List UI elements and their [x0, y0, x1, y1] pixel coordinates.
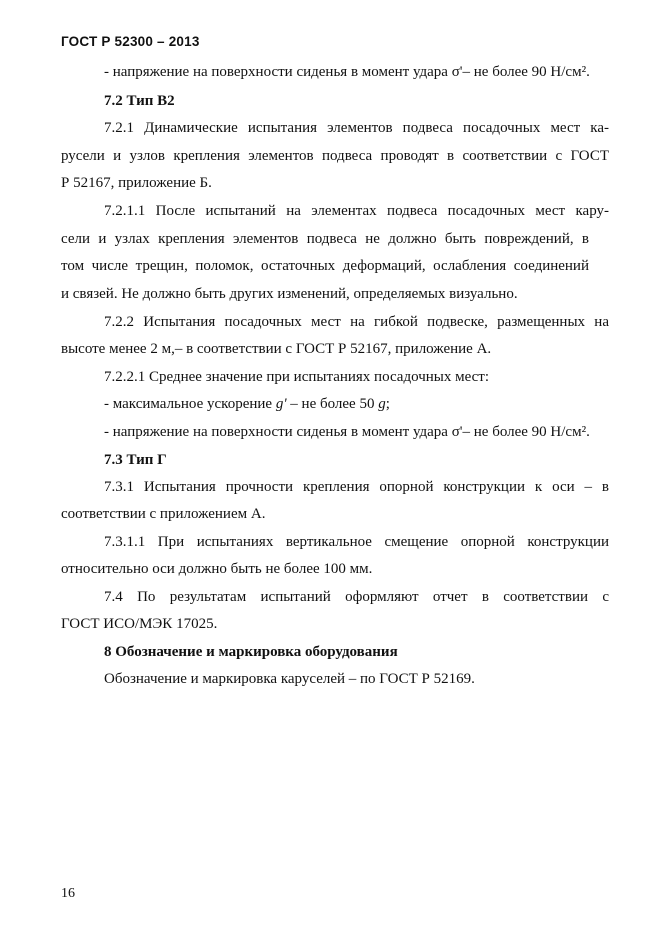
paragraph-line: 7.2.2.1 Среднее значение при испытаниях посадочных мест: [104, 369, 490, 385]
paragraph-line: 7.2.1.1 После испытаний на элементах подвеса посадочных мест кару- [104, 203, 609, 219]
symbol-g: g [378, 396, 386, 412]
paragraph-line: 7.4 По результатам испытаний оформляют отчет в соответствии с [104, 589, 609, 605]
paragraph-line: ГОСТ ИСО/МЭК 17025. [61, 616, 218, 632]
text-fragment: – не более 50 [286, 396, 379, 412]
symbol-g-prime: g' [275, 396, 287, 412]
page-number: 16 [61, 886, 75, 901]
paragraph-line: сели и узлах крепления элементов подвеса не должно быть повреждений, в [61, 231, 589, 247]
paragraph-line: Обозначение и маркировка каруселей – по ГОСТ Р 52169. [104, 671, 475, 687]
paragraph-line: том числе трещин, поломок, остаточных деформаций, ослабления соединений [61, 258, 589, 274]
section-heading-7-3: 7.3 Тип Г [104, 452, 167, 468]
paragraph-line: относительно оси должно быть не более 100 мм. [61, 561, 373, 577]
paragraph-line: 7.2.1 Динамические испытания элементов подвеса посадочных мест ка- [104, 120, 609, 136]
text-fragment: - максимальное ускорение [104, 396, 276, 412]
paragraph-line: соответствии с приложением А. [61, 506, 266, 522]
paragraph-line: 7.3.1 Испытания прочности крепления опорной конструкции к оси – в [104, 479, 609, 495]
paragraph-line: высоте менее 2 м,– в соответствии с ГОСТ Р 52167, приложение А. [61, 341, 492, 357]
paragraph-line: русели и узлов крепления элементов подвеса проводят в соответствии с ГОСТ [61, 148, 609, 164]
paragraph-line: - напряжение на поверхности сиденья в момент удара σ'– не более 90 Н/см². [104, 424, 590, 440]
paragraph-line: Р 52167, приложение Б. [61, 175, 212, 191]
paragraph-line: и связей. Не должно быть других изменений, определяемых визуально. [61, 286, 518, 302]
paragraph-line: - напряжение на поверхности сиденья в момент удара σ'– не более 90 Н/см². [104, 64, 590, 80]
document-header: ГОСТ Р 52300 – 2013 [61, 34, 200, 49]
text-fragment: ; [385, 396, 390, 412]
paragraph-line: 7.3.1.1 При испытаниях вертикальное смещение опорной конструкции [104, 534, 609, 550]
section-heading-8: 8 Обозначение и маркировка оборудования [104, 644, 398, 660]
paragraph-line: 7.2.2 Испытания посадочных мест на гибкой подвеске, размещенных на [104, 314, 609, 330]
section-heading-7-2: 7.2 Тип В2 [104, 93, 175, 109]
paragraph-line-acceleration [104, 394, 390, 414]
